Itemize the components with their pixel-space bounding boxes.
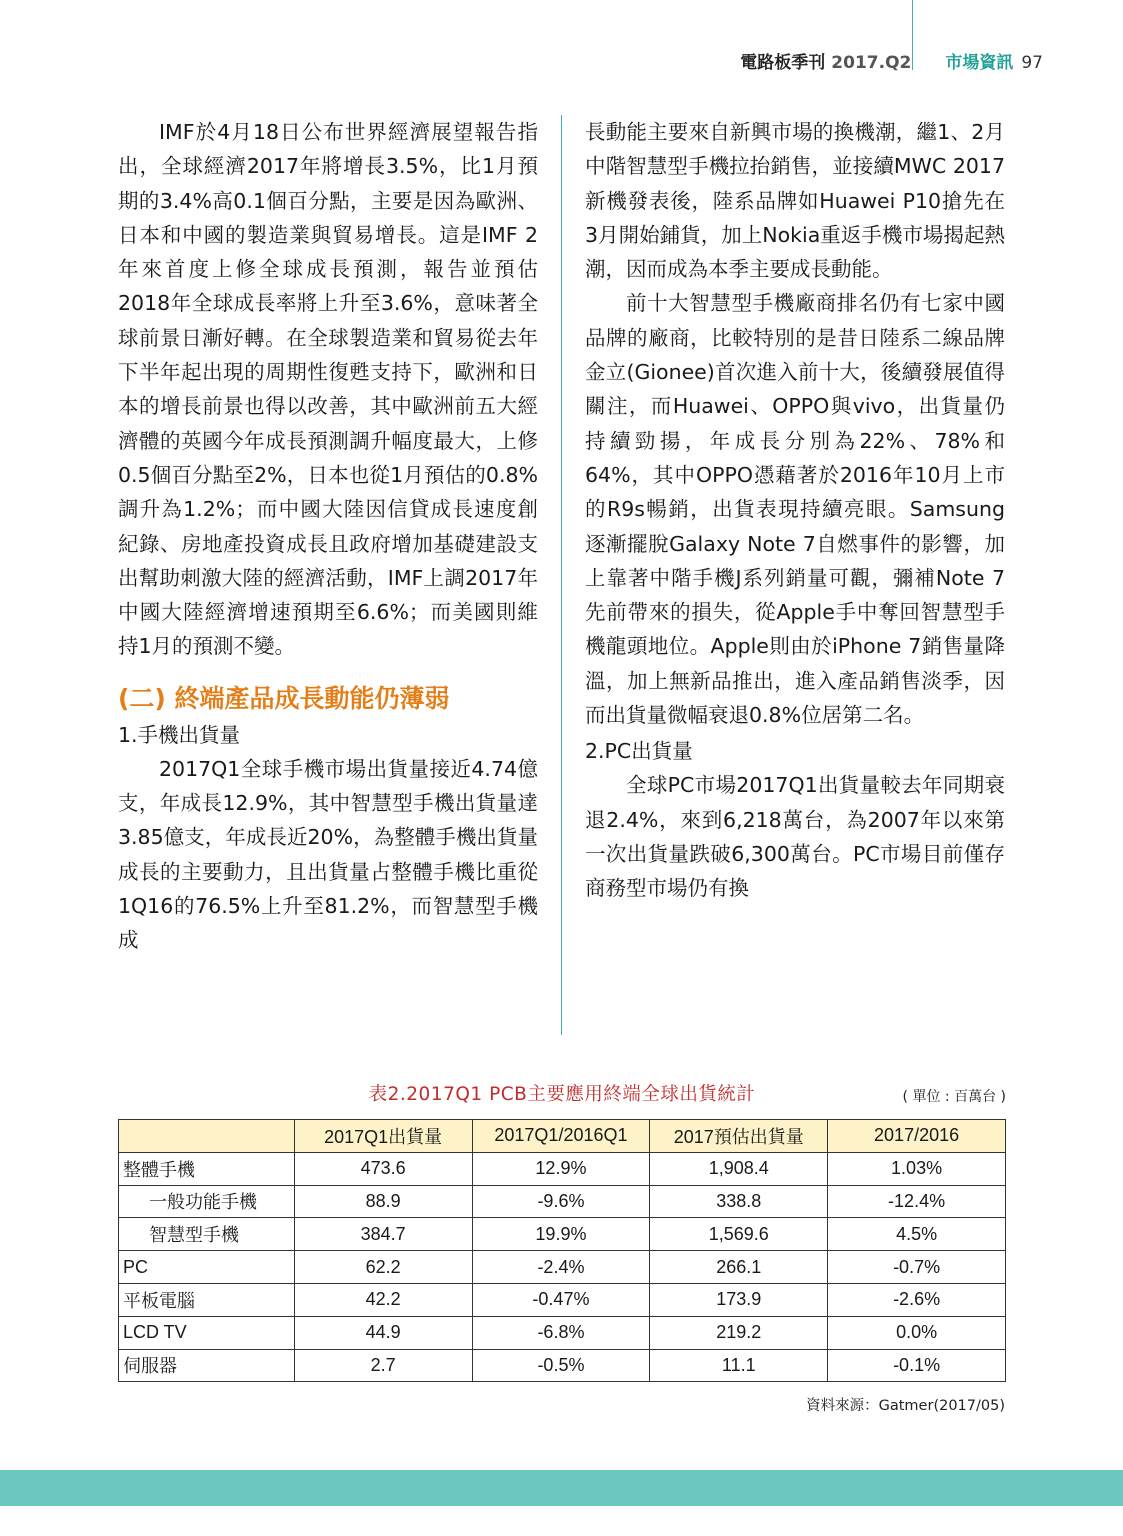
column-header: 2017/2016	[828, 1120, 1006, 1153]
page-header	[740, 48, 1043, 74]
table-cell: 1.03%	[828, 1152, 1006, 1185]
table-cell: 44.9	[294, 1316, 472, 1349]
row-label: 平板電腦	[119, 1283, 295, 1316]
table-cell: -2.6%	[828, 1283, 1006, 1316]
paragraph-phone-market: 2017Q1全球手機市場出貨量接近4.74億支，年成長12.9%，其中智慧型手機出貨量達3.85億支，年成長近20%，為整體手機出貨量成長的主要動力，且出貨量占整體手機比重從1Q16的76.5%上升至81.2%，而智慧型手機成	[118, 756, 538, 953]
left-column	[118, 115, 538, 958]
row-label: 伺服器	[119, 1349, 295, 1382]
table-row	[119, 1349, 1006, 1382]
table-cell: -0.5%	[472, 1349, 650, 1382]
table-cell: 2.7	[294, 1349, 472, 1382]
table-cell: 473.6	[294, 1152, 472, 1185]
publication-name: 電路板季刊	[740, 53, 826, 73]
table-row	[119, 1152, 1006, 1185]
table-cell: 62.2	[294, 1251, 472, 1284]
row-label: PC	[119, 1251, 295, 1284]
table-cell: 384.7	[294, 1218, 472, 1251]
table-cell: 173.9	[650, 1283, 828, 1316]
table-caption	[118, 1080, 1006, 1106]
row-label: 整體手機	[119, 1152, 295, 1185]
table-source: 資料來源：Gatmer(2017/05)	[806, 1398, 1005, 1414]
subheading-phone-shipments: 1.手機出貨量	[118, 722, 241, 747]
row-label: 一般功能手機	[119, 1185, 295, 1218]
page-number: 97	[1021, 53, 1043, 73]
table-cell: 4.5%	[828, 1218, 1006, 1251]
paragraph-imf: IMF於4月18日公布世界經濟展望報告指出，全球經濟2017年將增長3.5%，比1月預期的3.4%高0.1個百分點，主要是因為歐洲、日本和中國的製造業與貿易增長。這是IMF 2年來首度上修全球成長預測，報告並預估2018年全球成長率將上升至3.6%，意味著全球前景日漸好轉。在全球製造業和貿易從去年下半年起出現的周期性復甦支持下，歐洲和日本的增長前景也得以改善，其中歐洲前五大經濟體的英國今年成長預測調升幅度最大，上修0.5個百分點至2%，日本也從1月預估的0.8%調升為1.2%；而中國大陸因信貸成長速度創紀錄、房地產投資成長且政府增加基礎建設支出幫助刺激大陸的經濟活動，IMF上調2017年中國大陸經濟增速預期至6.6%；而美國則維持1月的預測不變。	[118, 120, 538, 659]
paragraph-growth-drivers: 長動能主要來自新興市場的換機潮，繼1、2月中階智慧型手機拉抬銷售，並接續MWC 2017新機發表後，陸系品牌如Huawei P10搶先在3月開始鋪貨，加上Nokia重返手機市場揭起熱潮，因而成為本季主要成長動能。	[585, 120, 1005, 282]
table-cell: -0.7%	[828, 1251, 1006, 1284]
table-cell: 266.1	[650, 1251, 828, 1284]
table-cell: -6.8%	[472, 1316, 650, 1349]
table-row	[119, 1283, 1006, 1316]
table-cell: 338.8	[650, 1185, 828, 1218]
table-cell: -12.4%	[828, 1185, 1006, 1218]
table-row	[119, 1316, 1006, 1349]
shipment-table	[118, 1119, 1006, 1382]
table-row	[119, 1251, 1006, 1284]
row-label: 智慧型手機	[119, 1218, 295, 1251]
table-cell: -0.1%	[828, 1349, 1006, 1382]
section-name: 市場資訊	[945, 53, 1014, 73]
table-title: 表2.2017Q1 PCB主要應用終端全球出貨統計	[368, 1084, 756, 1105]
subheading-pc-shipments: 2.PC出貨量	[585, 739, 693, 764]
column-header	[119, 1120, 295, 1153]
table-row	[119, 1218, 1006, 1251]
table-cell: 0.0%	[828, 1316, 1006, 1349]
column-header: 2017Q1/2016Q1	[472, 1120, 650, 1153]
table-cell: 1,908.4	[650, 1152, 828, 1185]
column-header: 2017Q1出貨量	[294, 1120, 472, 1153]
paragraph-pc-market: 全球PC市場2017Q1出貨量較去年同期衰退2.4%，來到6,218萬台，為2007年以來第一次出貨量跌破6,300萬台。PC市場目前僅存商務型市場仍有換	[585, 773, 1005, 901]
paragraph-top-ten-vendors: 前十大智慧型手機廠商排名仍有七家中國品牌的廠商，比較特別的是昔日陸系二線品牌金立(Gionee)首次進入前十大，後續發展值得關注，而Huawei、OPPO與vivo，出貨量仍持續勁揚，年成長分別為22%、78%和64%，其中OPPO憑藉著於2016年10月上市的R9s暢銷，出貨表現持續亮眼。Samsung逐漸擺脫Galaxy Note 7自燃事件的影響，加上靠著中階手機J系列銷量可觀，彌補Note 7先前帶來的損失，從Apple手中奪回智慧型手機龍頭地位。Apple則由於iPhone 7銷售量降溫，加上無新品推出，進入產品銷售淡季，因而出貨量微幅衰退0.8%位居第二名。	[585, 291, 1005, 728]
table-row	[119, 1185, 1006, 1218]
table-header-row	[119, 1120, 1006, 1153]
issue-label: 2017.Q2	[831, 53, 912, 73]
table-cell: -0.47%	[472, 1283, 650, 1316]
table-cell: -2.4%	[472, 1251, 650, 1284]
column-divider	[561, 115, 562, 1035]
table-cell: 219.2	[650, 1316, 828, 1349]
column-header: 2017預估出貨量	[650, 1120, 828, 1153]
table-cell: 19.9%	[472, 1218, 650, 1251]
table-cell: 88.9	[294, 1185, 472, 1218]
table-cell: 11.1	[650, 1349, 828, 1382]
table-cell: 1,569.6	[650, 1218, 828, 1251]
row-label: LCD TV	[119, 1316, 295, 1349]
table-cell: 42.2	[294, 1283, 472, 1316]
footer-bar	[0, 1470, 1123, 1506]
table-unit: ( 單位 : 百萬台 )	[902, 1089, 1006, 1105]
right-column	[585, 115, 1005, 906]
section-heading: (二) 終端產品成長動能仍薄弱	[118, 683, 450, 713]
table-cell: -9.6%	[472, 1185, 650, 1218]
table-cell: 12.9%	[472, 1152, 650, 1185]
